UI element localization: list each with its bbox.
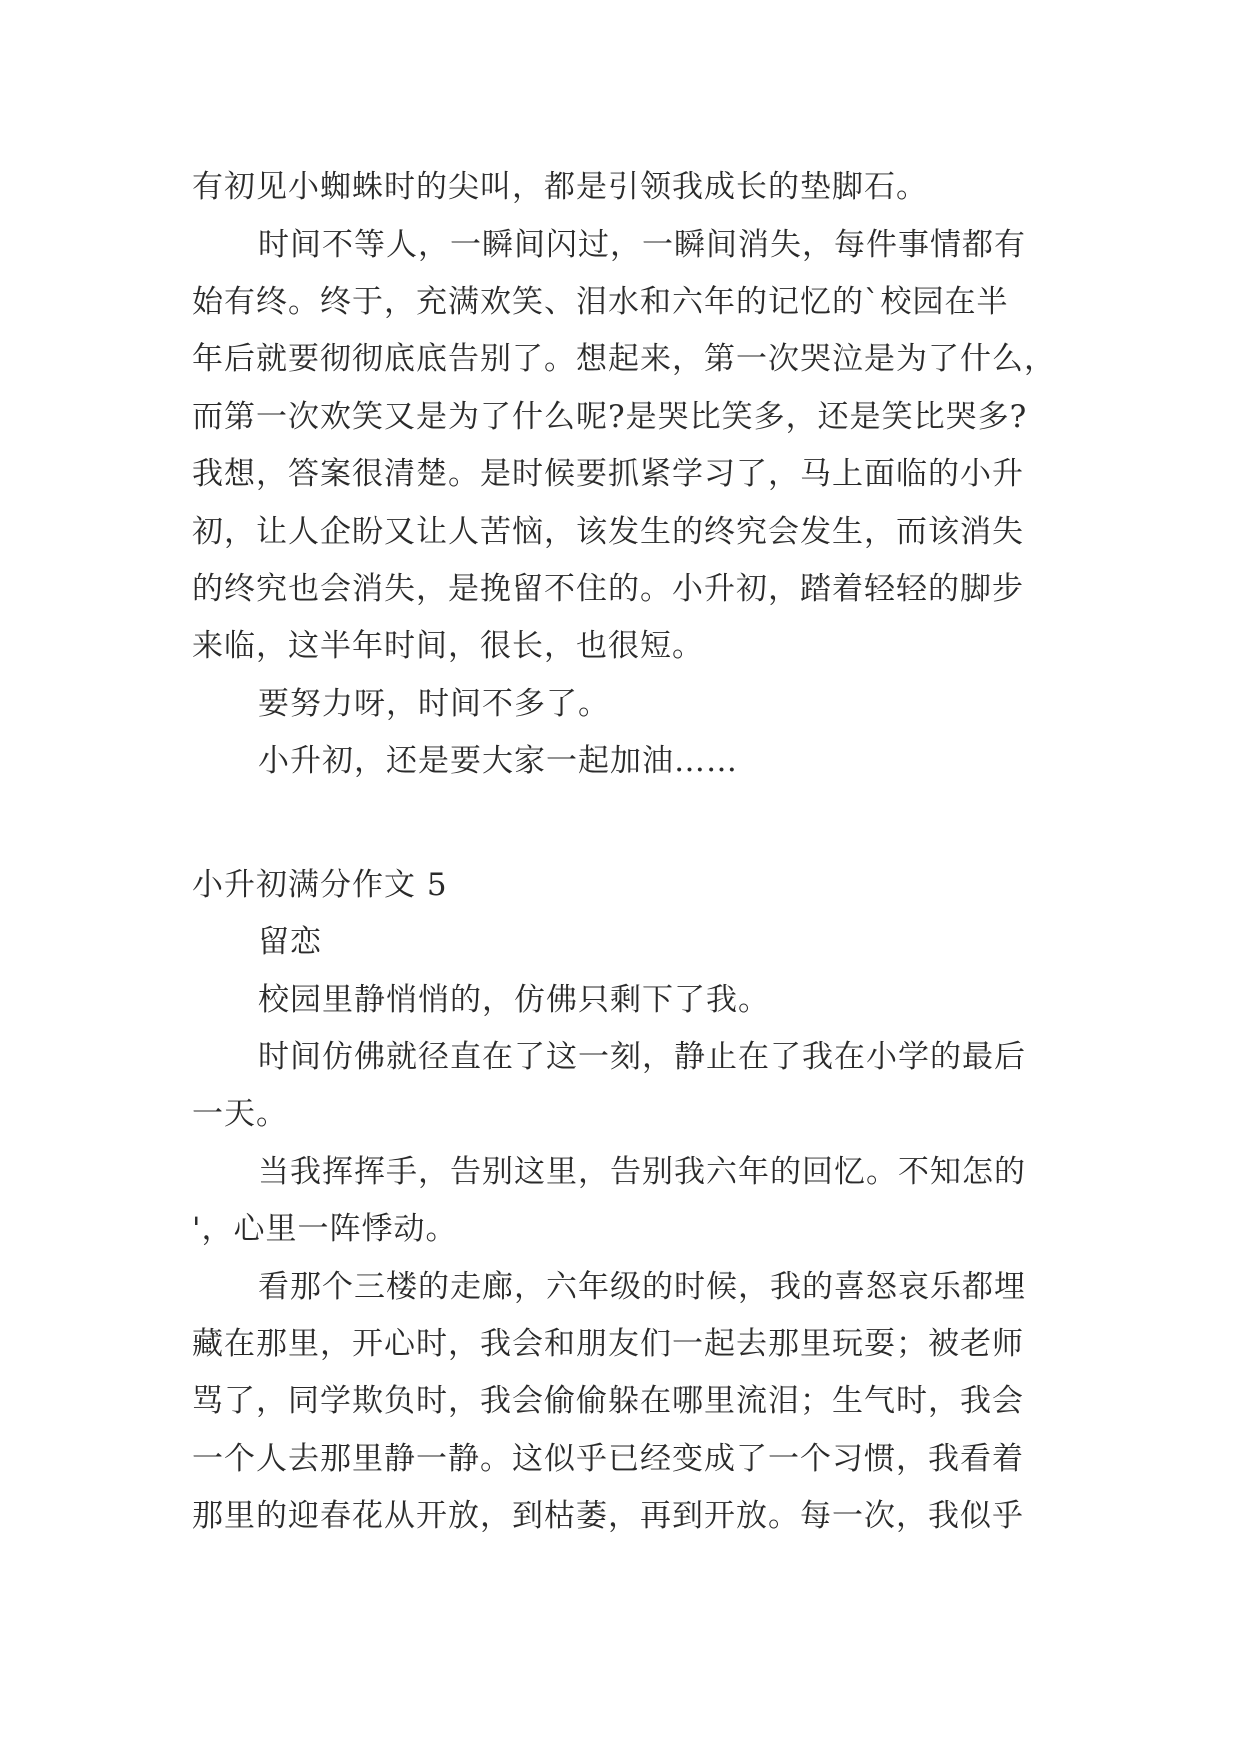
paragraph-start-line: 小升初，还是要大家一起加油…… <box>258 743 738 779</box>
text-line: 骂了，同学欺负时，我会偷偷躲在哪里流泪；生气时，我会 <box>192 1383 1024 1419</box>
text-line: 有初见小蜘蛛时的尖叫，都是引领我成长的垫脚石。 <box>192 169 928 205</box>
paragraph-start-line: 校园里静悄悄的，仿佛只剩下了我。 <box>258 982 770 1018</box>
paragraph-start-line: 看那个三楼的走廊，六年级的时候，我的喜怒哀乐都埋 <box>258 1269 1026 1305</box>
text-line: 藏在那里，开心时，我会和朋友们一起去那里玩耍；被老师 <box>192 1326 1024 1362</box>
text-line: 一天。 <box>192 1096 288 1132</box>
text-line: 初，让人企盼又让人苦恼，该发生的终究会发生，而该消失 <box>192 514 1024 550</box>
section-heading: 小升初满分作文 5 <box>192 867 448 903</box>
paragraph-start-line: 时间不等人，一瞬间闪过，一瞬间消失，每件事情都有 <box>258 227 1026 263</box>
text-line: 始有终。终于，充满欢笑、泪水和六年的记忆的`校园在半 <box>192 284 1009 320</box>
text-line: 而第一次欢笑又是为了什么呢?是哭比笑多，还是笑比哭多? <box>192 399 1028 435</box>
text-line: 的终究也会消失，是挽留不住的。小升初，踏着轻轻的脚步 <box>192 571 1024 607</box>
text-line: 我想，答案很清楚。是时候要抓紧学习了，马上面临的小升 <box>192 456 1024 492</box>
paragraph-start-line: 时间仿佛就径直在了这一刻，静止在了我在小学的最后 <box>258 1039 1026 1075</box>
paragraph-start-line: 当我挥挥手，告别这里，告别我六年的回忆。不知怎的 <box>258 1154 1026 1190</box>
paragraph-start-line: 要努力呀，时间不多了。 <box>258 686 610 722</box>
text-line: 一个人去那里静一静。这似乎已经变成了一个习惯，我看着 <box>192 1441 1024 1477</box>
text-line: '，心里一阵悸动。 <box>192 1211 458 1247</box>
text-line: 那里的迎春花从开放，到枯萎，再到开放。每一次，我似乎 <box>192 1498 1024 1534</box>
essay-title: 留恋 <box>258 924 322 960</box>
text-line: 年后就要彻彻底底告别了。想起来，第一次哭泣是为了什么， <box>192 341 1056 377</box>
text-line: 来临，这半年时间，很长，也很短。 <box>192 628 704 664</box>
